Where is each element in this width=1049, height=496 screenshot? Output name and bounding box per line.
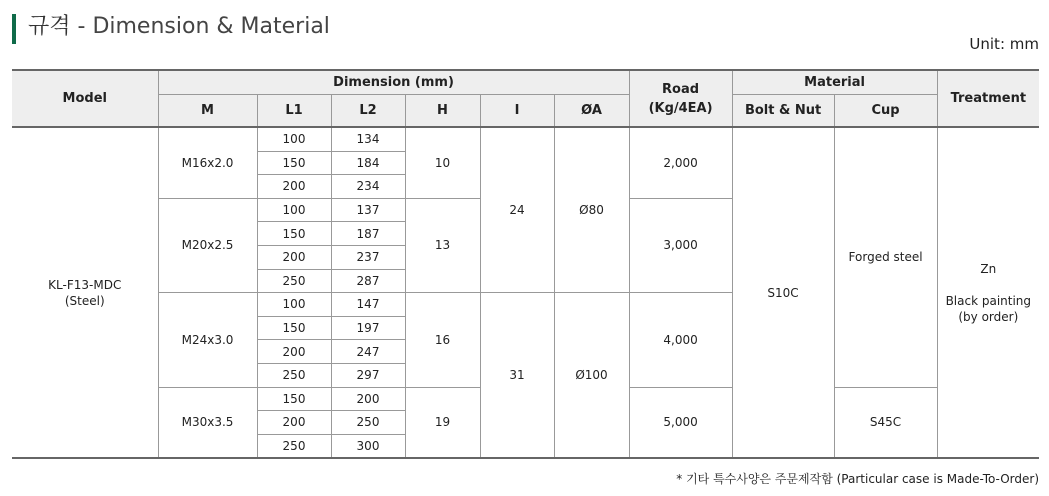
title-korean: 규격 <box>28 14 71 39</box>
l1-cell: 100 <box>257 293 331 317</box>
header-road <box>629 70 732 127</box>
m-cell: M16x2.0 <box>158 127 257 198</box>
oa-cell: Ø100 <box>554 293 629 459</box>
l1-cell: 150 <box>257 151 331 175</box>
l1-cell: 150 <box>257 222 331 246</box>
l2-cell: 297 <box>331 363 405 387</box>
header-material: Material <box>732 70 937 95</box>
model-material: (Steel) <box>64 293 105 308</box>
h-cell: 16 <box>405 293 480 387</box>
header-model: Model <box>12 70 158 127</box>
l2-cell: 137 <box>331 198 405 222</box>
spec-table <box>12 69 1039 459</box>
l1-cell: 100 <box>257 127 331 151</box>
l1-cell: 150 <box>257 387 331 411</box>
l1-cell: 200 <box>257 340 331 364</box>
road-cell: 4,000 <box>629 293 732 387</box>
h-cell: 10 <box>405 127 480 198</box>
bolt-nut-cell: S10C <box>732 127 834 458</box>
treatment-black-painting: Black painting <box>945 293 1032 308</box>
road-cell: 5,000 <box>629 387 732 458</box>
treatment-by-order: (by order) <box>958 309 1019 324</box>
footnote: * 기타 특수사양은 주문제작함 (Particular case is Made-To-Order) <box>676 472 1039 486</box>
l2-cell: 197 <box>331 316 405 340</box>
l2-cell: 200 <box>331 387 405 411</box>
header-oa: ØA <box>554 95 629 128</box>
title-english: Dimension & Material <box>92 14 330 39</box>
m-cell: M24x3.0 <box>158 293 257 387</box>
l2-cell: 234 <box>331 175 405 199</box>
l2-cell: 300 <box>331 434 405 458</box>
road-cell: 3,000 <box>629 198 732 292</box>
l1-cell: 200 <box>257 245 331 269</box>
cup-cell: Forged steel <box>834 127 937 387</box>
header-road-line1: Road <box>662 81 700 97</box>
header-h: H <box>405 95 480 128</box>
title-separator: - <box>70 14 93 39</box>
l1-cell: 250 <box>257 269 331 293</box>
header-cup: Cup <box>834 95 937 128</box>
header-dimension: Dimension (mm) <box>158 70 629 95</box>
m-cell: M20x2.5 <box>158 198 257 292</box>
unit-label: Unit: mm <box>969 35 1039 53</box>
l2-cell: 287 <box>331 269 405 293</box>
cup-cell: S45C <box>834 387 937 458</box>
h-cell: 13 <box>405 198 480 292</box>
h-cell: 19 <box>405 387 480 458</box>
road-cell: 2,000 <box>629 127 732 198</box>
header-bolt-nut: Bolt & Nut <box>732 95 834 128</box>
treatment-cell <box>937 127 1039 458</box>
page-title <box>28 11 330 43</box>
treatment-zn: Zn <box>980 261 997 276</box>
l2-cell: 134 <box>331 127 405 151</box>
header-l2: L2 <box>331 95 405 128</box>
title-accent-bar <box>12 14 16 44</box>
header-i: I <box>480 95 554 128</box>
model-name: KL-F13-MDC <box>48 277 122 292</box>
l2-cell: 187 <box>331 222 405 246</box>
model-cell <box>12 127 158 458</box>
l2-cell: 237 <box>331 245 405 269</box>
l2-cell: 250 <box>331 411 405 435</box>
l1-cell: 250 <box>257 363 331 387</box>
l1-cell: 100 <box>257 198 331 222</box>
l1-cell: 200 <box>257 411 331 435</box>
i-cell: 24 <box>480 127 554 293</box>
l1-cell: 250 <box>257 434 331 458</box>
l1-cell: 150 <box>257 316 331 340</box>
table-row <box>12 127 1039 151</box>
l2-cell: 247 <box>331 340 405 364</box>
l2-cell: 147 <box>331 293 405 317</box>
l2-cell: 184 <box>331 151 405 175</box>
m-cell: M30x3.5 <box>158 387 257 458</box>
header-l1: L1 <box>257 95 331 128</box>
oa-cell: Ø80 <box>554 127 629 293</box>
header-treatment: Treatment <box>937 70 1039 127</box>
header-m: M <box>158 95 257 128</box>
i-cell: 31 <box>480 293 554 459</box>
l1-cell: 200 <box>257 175 331 199</box>
header-road-line2: (Kg/4EA) <box>648 100 713 116</box>
